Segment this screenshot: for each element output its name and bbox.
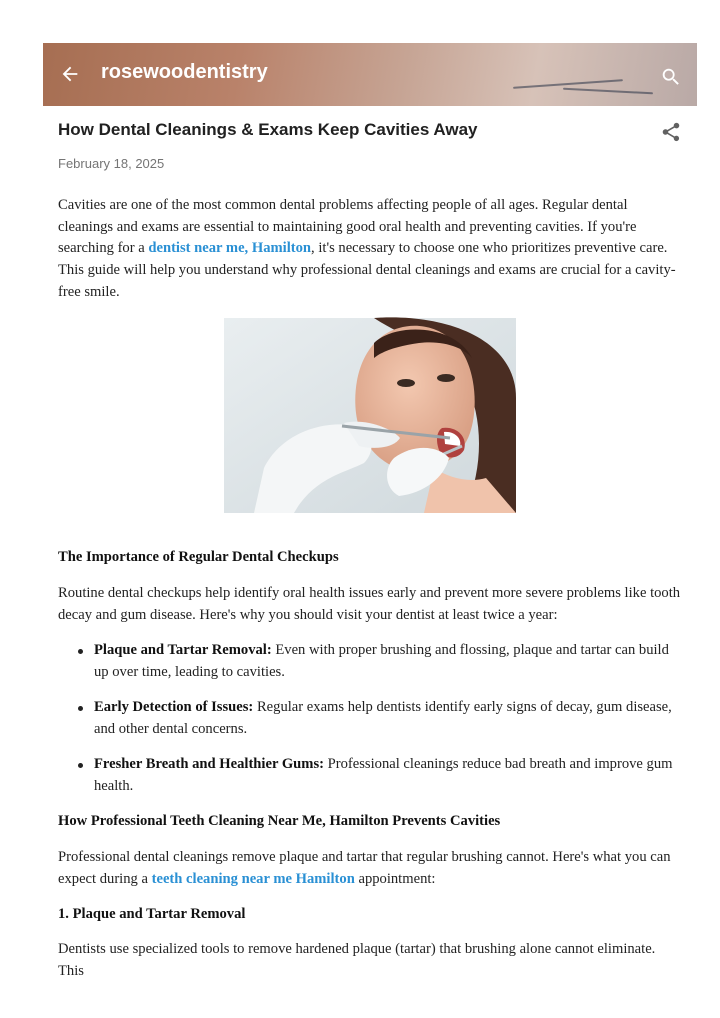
list-item: [94, 697, 674, 740]
teeth-cleaning-link[interactable]: teeth cleaning near me Hamilton: [151, 870, 355, 887]
list-item-title: Early Detection of Issues:: [94, 699, 254, 715]
section-text: Professional dental cleanings remove plaque and tartar that regular brushing cannot. Here's what you can expect during a: [58, 849, 671, 887]
share-icon[interactable]: [660, 121, 682, 143]
post-title: How Dental Cleanings & Exams Keep Cavities Away: [58, 120, 478, 139]
dentist-link[interactable]: dentist near me, Hamilton: [148, 240, 312, 257]
post-card: [43, 43, 697, 979]
section-paragraph-checkups: Routine dental checkups help identify oral health issues early and prevent more severe problems like tooth decay and gum disease. Here's why you should visit your dentist at least twice a year:: [58, 585, 681, 623]
section-paragraph-cleaning: [58, 847, 683, 890]
bullet-dot: [78, 706, 83, 711]
dental-exam-photo: [224, 318, 516, 513]
list-item: [94, 754, 674, 797]
intro-text-end: , it's necessary to choose one who prioritizes preventive care. This guide will help you understand why professional dental cleanings and exams are crucial for a cavity-free smile.: [58, 240, 676, 300]
intro-text: Cavities are one of the most common dental problems affecting people of all ages. Regular dental cleanings and exams are essential to maintaining good oral health and preventing cavities. If you're searching for a: [58, 197, 637, 257]
section-heading-removal: 1. Plaque and Tartar Removal: [58, 906, 246, 922]
section-heading-cleaning: How Professional Teeth Cleaning Near Me, Hamilton Prevents Cavities: [58, 813, 501, 829]
section-paragraph-removal: Dentists use specialized tools to remove hardened plaque (tartar) that brushing alone cannot eliminate. This: [58, 941, 656, 979]
list-item-title: Plaque and Tartar Removal:: [94, 642, 272, 658]
list-item-text: Professional cleanings reduce bad breath and improve gum health.: [94, 756, 673, 794]
bullet-dot: [78, 649, 83, 654]
post-date: February 18, 2025: [58, 156, 165, 171]
section-heading-checkups: The Importance of Regular Dental Checkups: [58, 549, 339, 565]
intro-paragraph: [58, 195, 683, 304]
bullet-dot: [78, 763, 83, 768]
header-decoration: [563, 88, 653, 95]
list-item: [94, 640, 674, 683]
search-icon[interactable]: [660, 66, 682, 88]
arrow-left-icon[interactable]: [59, 63, 81, 85]
section-text-end: appointment:: [354, 870, 436, 887]
list-item-title: Fresher Breath and Healthier Gums:: [94, 756, 324, 772]
list-item-text: Regular exams help dentists identify early signs of decay, gum disease, and other dental concerns.: [94, 699, 672, 737]
blog-title[interactable]: rosewoodentistry: [101, 61, 268, 83]
blog-header: [43, 43, 697, 106]
list-item-text: Even with proper brushing and flossing, plaque and tartar can build up over time, leading to cavities.: [94, 642, 669, 680]
